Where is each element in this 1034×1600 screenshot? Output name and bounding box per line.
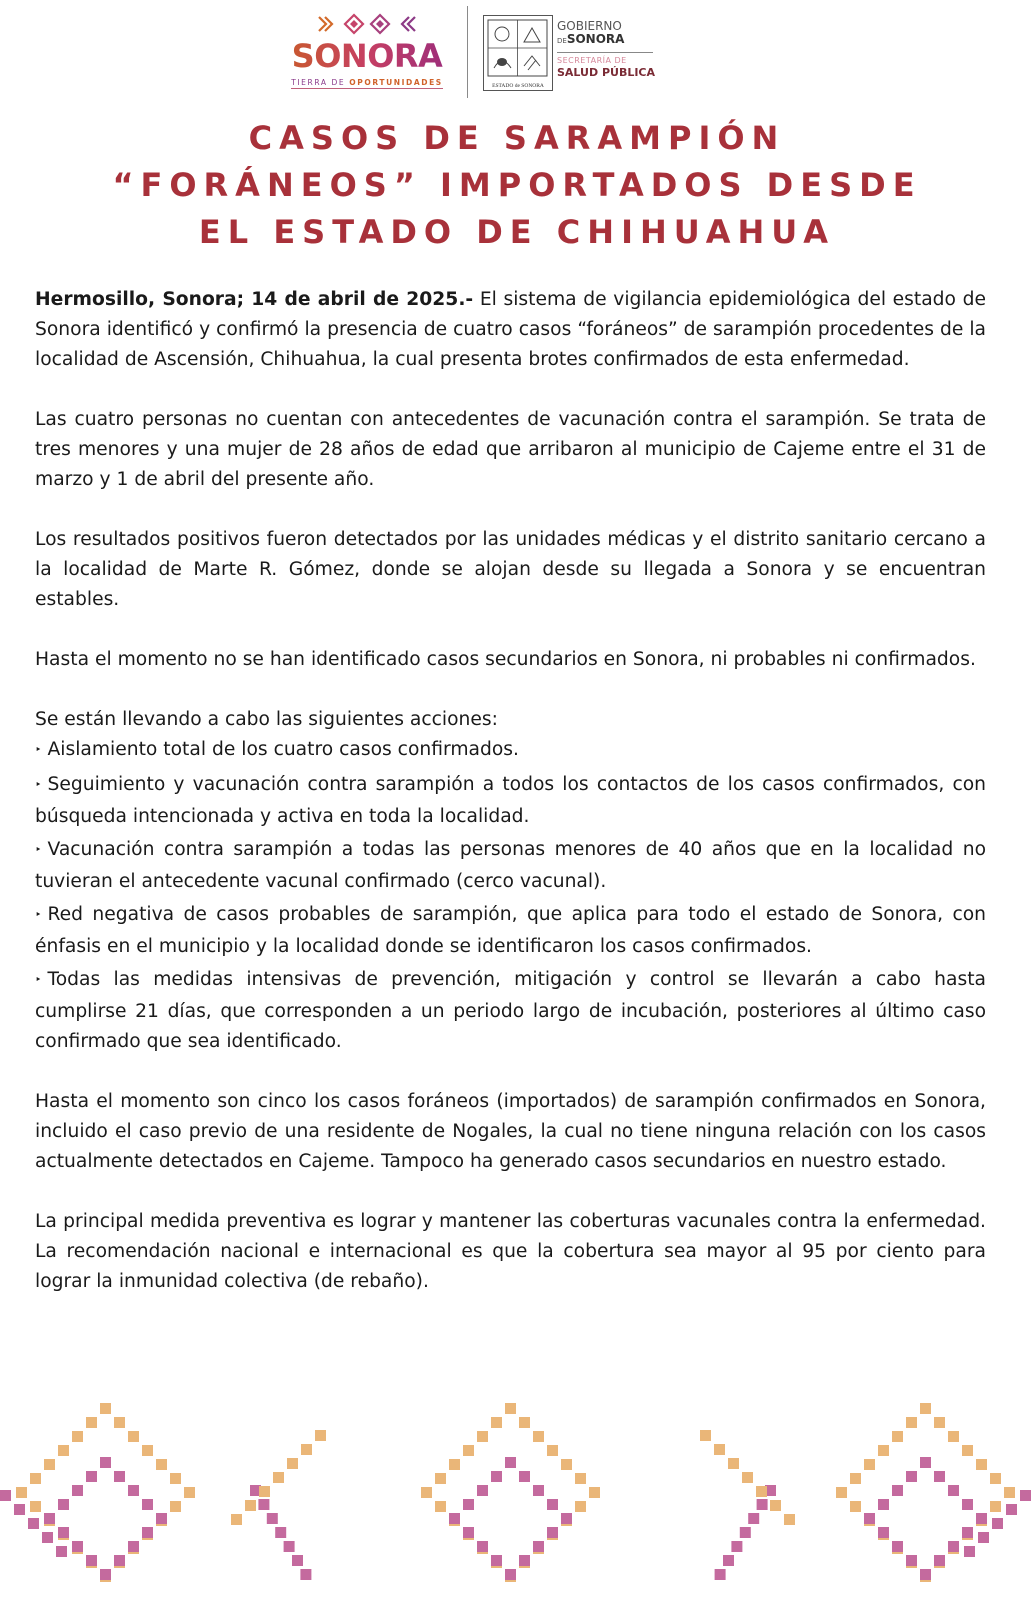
ornament-icon [395,13,417,35]
pattern-square [964,1546,975,1557]
pattern-square [300,1569,311,1580]
gov-name: SONORA [566,32,625,46]
pattern-square [934,1555,945,1566]
pattern-square [976,1459,987,1470]
pattern-square [892,1541,903,1552]
pattern-square [948,1431,959,1442]
sonora-wordmark: SONORA [282,40,452,72]
pattern-square [878,1527,889,1538]
action-item [35,835,986,897]
tagline-prefix: TIERRA DE [291,78,350,87]
bullet-icon: ‣ [35,743,42,756]
pattern-square [245,1500,256,1511]
paragraph-intro [35,285,986,375]
pattern-square [892,1431,903,1442]
pattern-square [742,1472,753,1483]
page-title [40,115,994,256]
paragraph-no-secondary: Hasta el momento no se han identificado casos secundarios en Sonora, ni probables ni confirmados. [35,649,976,670]
paragraph-intro-text: El sistema de vigilancia epidemiológica del estado de Sonora identificó y confirmó la presencia de cuatro casos “foráneos” de sarampión procedentes de la localidad de Ascensión, Chihuahua, la cual presenta brotes confirmados de esta enfermedad. [35,289,986,370]
article-body [35,285,986,1297]
pattern-square [519,1471,530,1482]
pattern-square [435,1473,446,1484]
pattern-square [315,1430,326,1441]
pattern-square [477,1485,488,1496]
pattern-square [44,1513,55,1524]
pattern-square [292,1555,303,1566]
pattern-square [16,1487,27,1498]
pattern-square [44,1459,55,1470]
pattern-square [56,1546,67,1557]
tagline-suffix: OPORTUNIDADES [349,78,443,87]
pattern-square [533,1431,544,1442]
pattern-square [287,1458,298,1469]
pattern-square [170,1501,181,1512]
pattern-square [962,1527,973,1538]
pattern-square [86,1417,97,1428]
pattern-square [491,1555,502,1566]
action-item [35,735,986,767]
sonora-logo-ornament [282,8,452,40]
pattern-square [1020,1490,1031,1501]
government-logo-text [557,20,667,79]
pattern-square [920,1457,931,1468]
pattern-square [906,1417,917,1428]
paragraph-patients: Las cuatro personas no cuentan con antecedentes de vacunación contra el sarampión. Se trata de tres menores y una mujer de 28 años de edad que arribaron al municipio de Cajeme entre el 31 de marzo y 1 de abril del presente año. [35,409,986,490]
pattern-square [519,1417,530,1428]
pattern-square [273,1472,284,1483]
pattern-square [86,1555,97,1566]
pattern-square [561,1459,572,1470]
pattern-square [547,1527,558,1538]
action-text: Todas las medidas intensivas de prevención, mitigación y control se llevarán a cabo hasta cumplirse 21 días, que corresponden a un periodo largo de incubación, posteriores al último caso confirmado que sea identificado. [35,969,986,1052]
pattern-square [990,1473,1001,1484]
bullet-icon: ‣ [35,778,42,791]
ornament-icon [343,13,365,35]
pattern-square [114,1471,125,1482]
pattern-square [533,1541,544,1552]
pattern-square [421,1487,432,1498]
title-line-1: CASOS DE SARAMPIÓN [248,119,786,157]
bullet-icon: ‣ [35,973,42,986]
paragraph-results: Los resultados positivos fueron detectados por las unidades médicas y el distrito sanitario cercano a la localidad de Marte R. Gómez, donde se alojan desde su llegada a Sonora y se encuentran estables. [35,529,986,610]
pattern-square [42,1532,53,1543]
pattern-square [284,1541,295,1552]
pattern-square [435,1501,446,1512]
pattern-square [934,1471,945,1482]
paragraph-total-cases: Hasta el momento son cinco los casos foráneos (importados) de sarampión confirmados en Sonora, incluido el caso previo de una residente de Nogales, la cual no tiene ninguna relación con los casos actualmente detectados en Cajeme. Tampoco ha generado casos secundarios en nuestro estado. [35,1091,986,1172]
pattern-square [170,1473,181,1484]
pattern-square [0,1490,11,1501]
paragraph-spacer [35,375,986,405]
pattern-square [992,1518,1003,1529]
pattern-square [948,1541,959,1552]
pattern-square [100,1457,111,1468]
pattern-square [258,1499,269,1510]
pattern-square [231,1514,242,1525]
pattern-square [850,1473,861,1484]
pattern-square [533,1485,544,1496]
header-divider [467,6,468,98]
pattern-square [948,1485,959,1496]
sonora-logo [282,8,452,92]
pattern-square [547,1499,558,1510]
pattern-square [864,1459,875,1470]
action-text: Red negativa de casos probables de sarampión, que aplica para todo el estado de Sonora, con énfasis en el municipio y la localidad donde se identificaron los casos confirmados. [35,904,986,957]
pattern-square [114,1417,125,1428]
paragraph-spacer [35,1057,986,1087]
pattern-square [864,1513,875,1524]
decorative-footer-pattern [0,1395,1034,1600]
action-text: Seguimiento y vacunación contra sarampión a todos los contactos de los casos confirmados, con búsqueda intencionada y activa en toda la localidad. [35,774,986,827]
pattern-square [449,1513,460,1524]
secretaria-label: SECRETARÍA DE [557,56,627,65]
pattern-square [142,1527,153,1538]
pattern-square [301,1444,312,1455]
pattern-square [142,1445,153,1456]
pattern-square [731,1541,742,1552]
shield-icon [484,16,551,80]
pattern-square [463,1445,474,1456]
pattern-square [836,1487,847,1498]
paragraph-spacer [35,1177,986,1207]
pattern-square [934,1417,945,1428]
pattern-square [267,1513,278,1524]
pattern-square [156,1459,167,1470]
title-line-3: EL ESTADO DE CHIHUAHUA [198,213,836,251]
pattern-square [1006,1504,1017,1515]
action-item [35,770,986,832]
pattern-square [156,1513,167,1524]
pattern-square [128,1541,139,1552]
title-line-2: “FORÁNEOS” IMPORTADOS DESDE [112,166,922,204]
pattern-square [275,1527,286,1538]
pattern-square [14,1504,25,1515]
pattern-square [575,1501,586,1512]
pattern-square [28,1518,39,1529]
pattern-square [114,1555,125,1566]
pattern-square [906,1555,917,1566]
pattern-square [978,1532,989,1543]
pattern-square [72,1485,83,1496]
pattern-square [756,1486,767,1497]
pattern-square [547,1445,558,1456]
pattern-square [505,1403,516,1414]
ornament-icon [369,13,391,35]
pattern-square [86,1471,97,1482]
pattern-square [728,1458,739,1469]
sonora-tagline [291,78,443,89]
pattern-square [30,1501,41,1512]
pattern-square [561,1513,572,1524]
pattern-square [58,1527,69,1538]
pattern-square [100,1403,111,1414]
action-text: Aislamiento total de los cuatro casos confirmados. [47,739,519,760]
pattern-square [714,1444,725,1455]
pattern-square [723,1555,734,1566]
pattern-square [878,1499,889,1510]
pattern-square [72,1431,83,1442]
pattern-square [72,1541,83,1552]
dateline: Hermosillo, Sonora; 14 de abril de 2025.- [35,289,474,310]
pattern-square [463,1527,474,1538]
paragraph-spacer [35,675,986,705]
action-item [35,900,986,962]
pattern-square [30,1473,41,1484]
pattern-square [184,1487,195,1498]
paragraph-prevention: La principal medida preventiva es lograr y mantener las coberturas vacunales contra la enfermedad. La recomendación nacional e internacional es que la cobertura sea mayor al 95 por ciento para lograr la inmunidad colectiva (de rebaño). [35,1211,986,1292]
pattern-square [589,1487,600,1498]
pattern-square [748,1513,759,1524]
pattern-square [128,1431,139,1442]
pattern-square [575,1473,586,1484]
pattern-square [740,1527,751,1538]
pattern-square [519,1555,530,1566]
gov-line-gobierno: GOBIERNO [557,19,622,33]
pattern-square [715,1569,726,1580]
action-item [35,965,986,1057]
pattern-square [259,1486,270,1497]
bullet-icon: ‣ [35,908,42,921]
bullet-icon: ‣ [35,843,42,856]
pattern-square [491,1417,502,1428]
pattern-square [505,1569,516,1580]
paragraph-spacer [35,495,986,525]
pattern-square [58,1445,69,1456]
header [0,0,1034,105]
pattern-square [920,1569,931,1580]
pattern-square [142,1499,153,1510]
state-shield-logo [483,15,553,91]
gov-line-sonora [557,33,667,48]
pattern-square [920,1403,931,1414]
pattern-square [505,1457,516,1468]
pattern-square [878,1445,889,1456]
pattern-square [700,1430,711,1441]
pattern-square [477,1541,488,1552]
pattern-square [976,1513,987,1524]
pattern-square [850,1501,861,1512]
gov-rule [557,52,653,53]
pattern-square [906,1471,917,1482]
pattern-square [449,1459,460,1470]
pattern-square [1004,1487,1015,1498]
ornament-icon [317,13,339,35]
pattern-square [892,1485,903,1496]
pattern-square [962,1499,973,1510]
pattern-square [58,1499,69,1510]
pattern-square [784,1514,795,1525]
salud-publica-label: SALUD PÚBLICA [557,66,656,79]
pattern-square [962,1445,973,1456]
pattern-square [757,1499,768,1510]
shield-caption: ESTADO de SONORA [492,83,544,89]
action-text: Vacunación contra sarampión a todas las personas menores de 40 años que en la localidad no tuvieran el antecedente vacunal confirmado (cerco vacunal). [35,839,986,892]
gov-prefix: DE [557,37,567,45]
pattern-square [463,1499,474,1510]
pattern-square [477,1431,488,1442]
pattern-square [770,1500,781,1511]
pattern-square [491,1471,502,1482]
actions-intro: Se están llevando a cabo las siguientes acciones: [35,709,498,730]
pattern-square [128,1485,139,1496]
pattern-square [100,1569,111,1580]
paragraph-spacer [35,615,986,645]
pattern-square [990,1501,1001,1512]
